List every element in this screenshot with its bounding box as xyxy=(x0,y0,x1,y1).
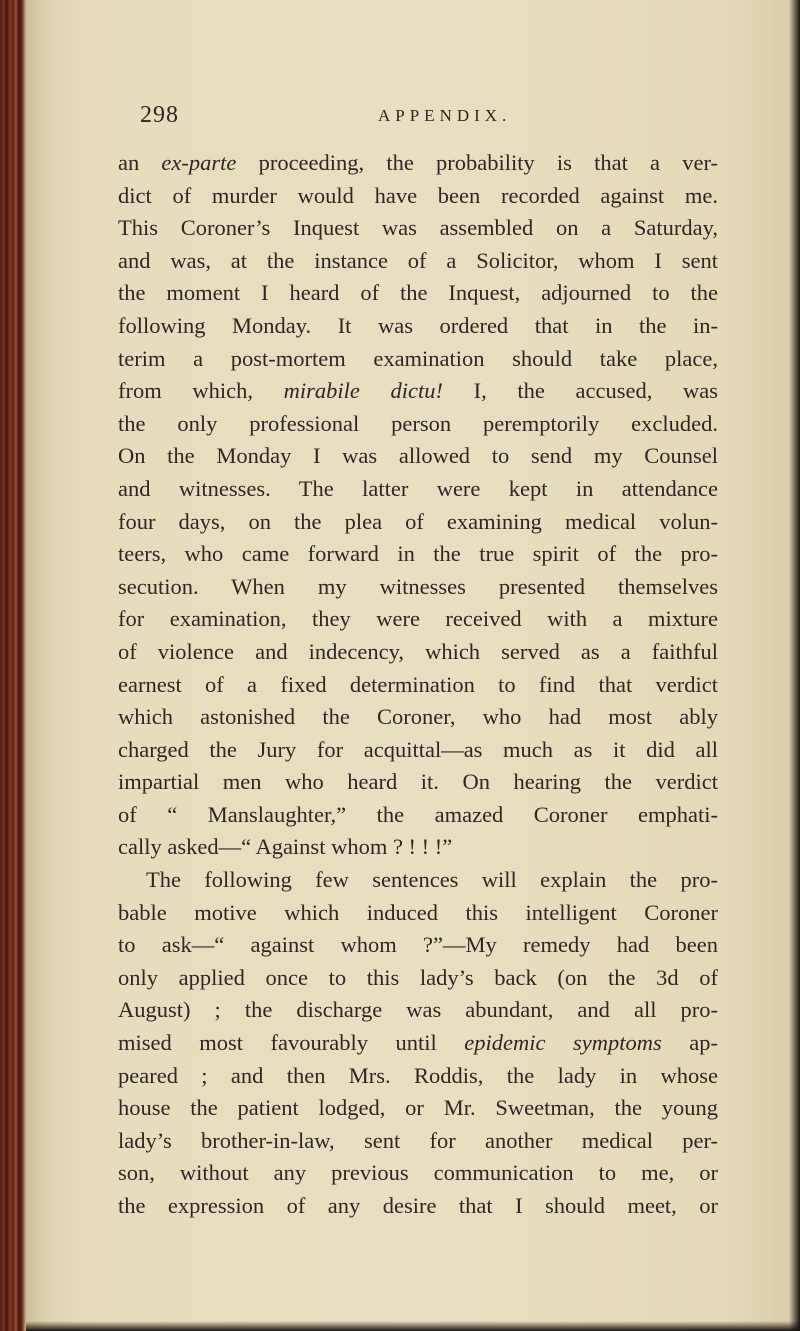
text-line: charged the Jury for acquittal—as much as it did all xyxy=(118,736,718,762)
text-line: peared ; and then Mrs. Roddis, the lady in whose xyxy=(118,1062,718,1088)
page-number: 298 xyxy=(140,102,179,128)
running-head: APPENDIX. xyxy=(378,106,512,125)
text-line: teers, who came forward in the true spirit of the pro- xyxy=(118,541,718,567)
text-line: son, without any previous communication to me, or xyxy=(118,1160,718,1186)
text-line: from which, mirabile dictu! I, the accused, was xyxy=(118,378,718,404)
text-line: an ex-parte proceeding, the probability is that a ver- xyxy=(118,150,718,175)
text-line: This Coroner’s Inquest was assembled on a Saturday, xyxy=(118,215,718,241)
text-line: earnest of a fixed determination to find that verdict xyxy=(118,671,718,697)
text-line: impartial men who heard it. On hearing the verdict xyxy=(118,769,718,795)
text-line: mised most favourably until epidemic symptoms ap- xyxy=(118,1030,719,1056)
page-right-edge xyxy=(788,0,800,1331)
text-line: four days, on the plea of examining medical volun- xyxy=(118,508,718,534)
text-line: which astonished the Coroner, who had most ably xyxy=(118,704,718,730)
text-line: of “ Manslaughter,” the amazed Coroner emphati- xyxy=(118,801,718,827)
text-line: dict of murder would have been recorded against me. xyxy=(118,182,718,208)
body-text xyxy=(118,147,718,1223)
text-line: August) ; the discharge was abundant, and all pro- xyxy=(118,997,718,1023)
text-line: The following few sentences will explain the pro- xyxy=(146,867,718,893)
text-line: house the patient lodged, or Mr. Sweetman, the young xyxy=(118,1095,718,1121)
page-bottom-edge xyxy=(26,1321,800,1331)
text-line: and was, at the instance of a Solicitor, whom I sent xyxy=(118,247,718,273)
text-line: cally asked—“ Against whom ? ! ! !” xyxy=(118,834,453,860)
text-line: bable motive which induced this intelligent Coroner xyxy=(118,899,718,925)
text-line: only applied once to this lady’s back (on the 3d of xyxy=(118,964,718,990)
text-line: secution. When my witnesses presented themselves xyxy=(118,573,718,599)
text-line: On the Monday I was allowed to send my Counsel xyxy=(118,443,718,469)
text-line: terim a post-mortem examination should take place, xyxy=(118,345,718,371)
text-line: of violence and indecency, which served as a faithful xyxy=(118,638,718,664)
text-line: for examination, they were received with a mixture xyxy=(118,606,718,632)
text-line: following Monday. It was ordered that in the in- xyxy=(118,312,718,338)
text-line: the only professional person peremptorily excluded. xyxy=(118,410,718,436)
text-line: and witnesses. The latter were kept in attendance xyxy=(118,475,718,501)
text-line: lady’s brother-in-law, sent for another medical per- xyxy=(118,1127,718,1153)
text-line: to ask—“ against whom ?”—My remedy had been xyxy=(118,932,718,958)
text-line: the expression of any desire that I should meet, or xyxy=(118,1193,718,1218)
book-binding-edge xyxy=(0,0,26,1331)
page-header xyxy=(140,102,700,132)
text-line: the moment I heard of the Inquest, adjourned to the xyxy=(118,280,718,306)
